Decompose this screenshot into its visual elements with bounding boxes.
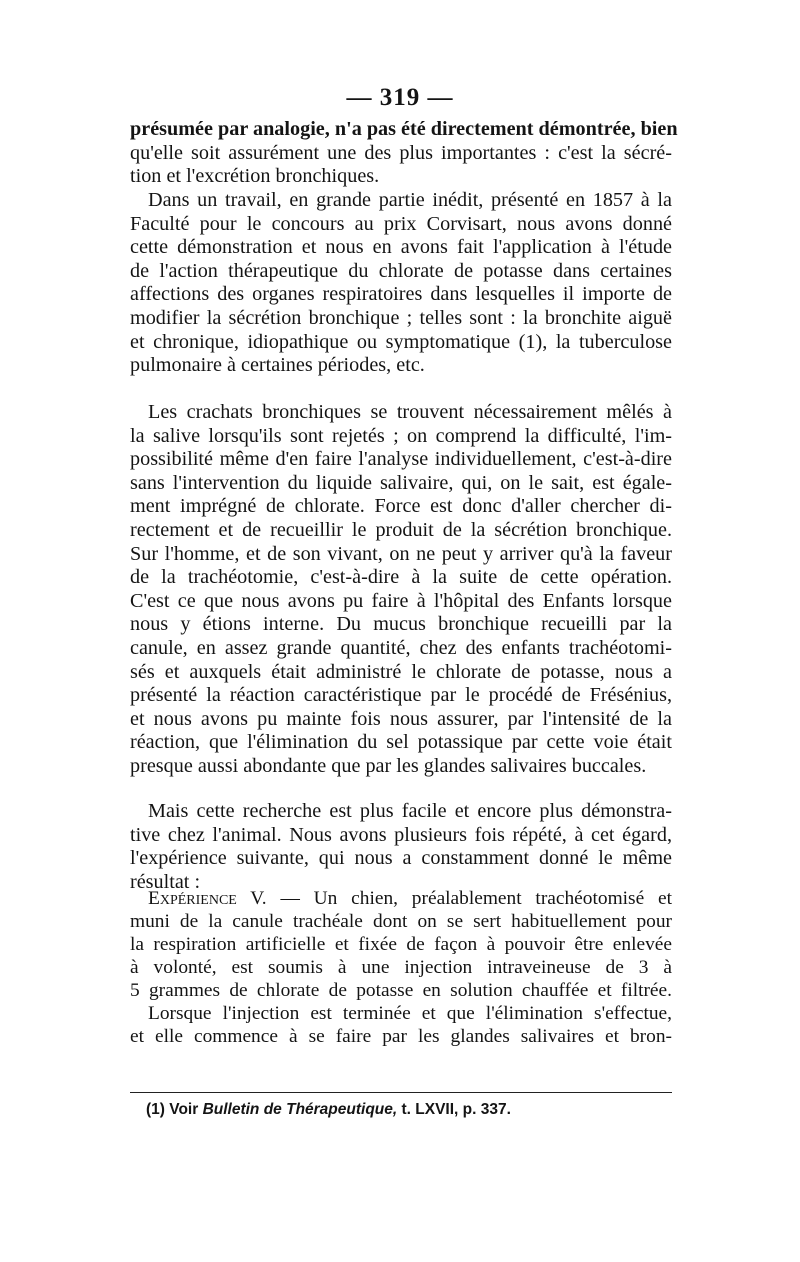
text-line: cette démonstration et nous en avons fait l'application à l'étude [130,236,672,259]
experience-line-start: — Un chien, préalablement trachéotomisé et [266,888,672,909]
text-line: Faculté pour le concours au prix Corvisart, nous avons donné [130,212,672,235]
text-line: Les crachats bronchiques se trouvent nécessairement mêlés à [148,401,672,423]
text-line: presque aussi abondante que par les glandes salivaires buccales. [130,754,647,777]
text-line: affections des organes respiratoires dans lesquelles il importe de [130,283,672,306]
text-line: à volonté, est soumis à une injection intraveineuse de 3 à [130,957,672,978]
footnote [146,1101,511,1119]
text-line: rectement et de recueillir le produit de la sécrétion bronchique. [130,518,672,541]
experience-block [130,887,672,1048]
text-line: ment imprégné de chlorate. Force est donc d'aller chercher di- [130,495,672,518]
text-line [130,887,672,910]
text-line: 5 grammes de chlorate de potasse en solution chauffée et filtrée. [130,980,672,1001]
text-line: et chronique, idiopathique ou symptomatique (1), la tuberculose [130,330,672,353]
text-line: possibilité même d'en faire l'analyse individuellement, c'est-à-dire [130,448,672,471]
text-line: tive chez l'animal. Nous avons plusieurs fois répété, à cet égard, [130,823,672,846]
text-line: nous y étions interne. Du mucus bronchique recueilli par la [130,613,672,636]
paragraph-1 [130,118,678,189]
text-line: sés et auxquels était administré le chlorate de potasse, nous a [130,660,672,683]
footnote-title: Bulletin de Thérapeutique, [202,1101,398,1118]
text-line: présenté la réaction caractéristique par le procédé de Frésénius, [130,684,672,707]
text-line: C'est ce que nous avons pu faire à l'hôpital des Enfants lorsque [130,589,672,612]
text-line: l'expérience suivante, qui nous a constamment donné le même [130,847,672,870]
footnote-suffix: t. LXVII, p. 337. [397,1101,511,1118]
text-line: qu'elle soit assurément une des plus importantes : c'est la sécré- [130,141,672,164]
text-line: Dans un travail, en grande partie inédit, présenté en 1857 à la [148,189,672,211]
text-line: canule, en assez grande quantité, chez des enfants trachéotomi- [130,636,672,659]
text-line: la salive lorsqu'ils sont rejetés ; on comprend la difficulté, l'im- [130,424,672,447]
paragraph-2 [130,189,672,378]
text-line: Mais cette recherche est plus facile et encore plus démonstra- [148,800,672,822]
paragraph-4 [130,800,672,894]
text-line: résultat : [130,870,201,893]
text-line: de l'action thérapeutique du chlorate de potasse dans certaines [130,259,672,282]
text-line: réaction, que l'élimination du sel potassique par cette voie était [130,731,672,754]
experience-heading: Expérience V. [148,888,267,909]
text-line: tion et l'excrétion bronchiques. [130,165,380,188]
text-line: et elle commence à se faire par les glandes salivaires et bron- [130,1026,672,1047]
text-line: sans l'intervention du liquide salivaire, qui, on le sait, est égale- [130,471,672,494]
text-line: présumée par analogie, n'a pas été directement démontrée, bien [130,118,678,140]
text-line: Lorsque l'injection est terminée et que l'élimination s'effectue, [148,1003,672,1024]
text-line: muni de la canule trachéale dont on se sert habituellement pour [130,911,672,932]
text-line: modifier la sécrétion bronchique ; telles sont : la bronchite aiguë [130,306,672,329]
paragraph-3 [130,401,672,779]
page-number: — 319 — [346,84,454,111]
text-line: et nous avons pu mainte fois nous assurer, par l'intensité de la [130,707,672,730]
footnote-divider [130,1092,672,1093]
text-line: de la trachéotomie, c'est-à-dire à la suite de cette opération. [130,566,672,589]
footnote-prefix: (1) Voir [146,1101,203,1118]
text-line: la respiration artificielle et fixée de façon à pouvoir être enlevée [130,934,672,955]
text-line: Sur l'homme, et de son vivant, on ne peut y arriver qu'à la faveur [130,542,672,565]
text-line: pulmonaire à certaines périodes, etc. [130,354,425,377]
